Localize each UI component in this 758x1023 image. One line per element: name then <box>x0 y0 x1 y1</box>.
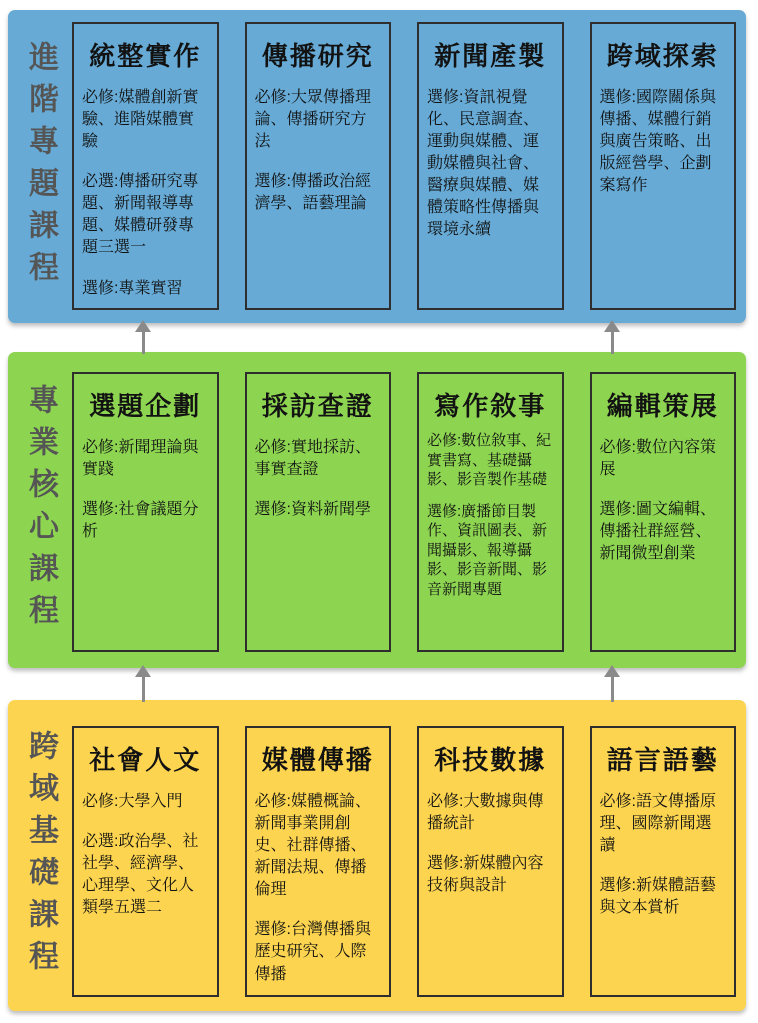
card-paragraph: 選修:傳播政治經濟學、語藝理論 <box>254 173 371 213</box>
up-arrow <box>604 665 620 702</box>
band-label-text: 跨域基礎課程 <box>24 729 57 982</box>
up-arrow <box>135 320 151 354</box>
card-paragraph: 選修:台灣傳播與歷史研究、人際傳播 <box>254 921 371 983</box>
card-paragraph: 必修:媒體創新實驗、進階媒體實驗 <box>82 89 199 151</box>
band-label-advanced <box>8 10 72 323</box>
card-cross-domain-exploration <box>590 22 737 310</box>
card-integrated-practice <box>72 22 219 310</box>
card-society-humanities <box>72 726 219 997</box>
card-writing-narrative <box>417 372 564 652</box>
arrow-head-icon <box>604 665 620 677</box>
arrow-head-icon <box>135 320 151 332</box>
card-paragraph: 選修:新媒體內容技術與設計 <box>427 855 544 895</box>
card-paragraph: 選修:圖文編輯、傳播社群經營、新聞微型創業 <box>599 501 716 563</box>
card-title: 社會人文 <box>89 745 202 775</box>
arrow-stem <box>142 332 145 354</box>
card-paragraph: 必修:新聞理論與實踐 <box>82 439 199 479</box>
band-foundation <box>8 700 746 1011</box>
band-core-cards <box>72 352 746 668</box>
card-paragraph: 選修:資料新聞學 <box>254 501 371 519</box>
card-paragraph: 必修:語文傳播原理、國際新聞選讀 <box>599 793 716 855</box>
up-arrow <box>135 665 151 702</box>
card-paragraph: 選修:社會議題分析 <box>82 501 199 541</box>
card-paragraph: 必修:大數據與傳播統計 <box>427 793 544 833</box>
card-editing-curation <box>590 372 737 652</box>
card-title: 跨域探索 <box>606 41 719 71</box>
card-paragraph: 選修:廣播節目製作、資訊圖表、新聞攝影、報導攝影、影音新聞、影音新聞專題 <box>427 502 548 598</box>
band-label-core <box>8 352 72 668</box>
card-title: 選題企劃 <box>89 391 202 421</box>
card-paragraph: 選修:國際關係與傳播、媒體行銷與廣告策略、出版經營學、企劃案寫作 <box>599 89 716 195</box>
arrow-stem <box>611 332 614 354</box>
card-technology-data <box>417 726 564 997</box>
up-arrow <box>604 320 620 354</box>
card-title: 寫作敘事 <box>434 391 547 421</box>
arrow-stem <box>611 677 614 702</box>
band-label-foundation <box>8 700 72 1011</box>
card-paragraph: 必修:大學入門 <box>82 793 183 810</box>
card-communication-research <box>245 22 392 310</box>
card-title: 傳播研究 <box>261 41 374 71</box>
card-paragraph: 必選:政治學、社社學、經濟學、心理學、文化人類學五選二 <box>82 833 199 917</box>
card-title: 科技數據 <box>434 745 547 775</box>
arrow-head-icon <box>604 320 620 332</box>
card-title: 語言語藝 <box>606 745 719 775</box>
card-title: 統整實作 <box>89 41 202 71</box>
card-title: 媒體傳播 <box>261 745 374 775</box>
band-label-text: 進階專題課程 <box>24 40 57 293</box>
card-paragraph: 選修:資訊視覺化、民意調查、運動與媒體、運動媒體與社會、醫療與媒體、媒體策略性傳播與環境永續 <box>427 89 540 239</box>
card-paragraph: 選修:專業實習 <box>82 279 183 297</box>
card-language-rhetoric <box>590 726 737 997</box>
band-core <box>8 352 746 668</box>
arrow-stem <box>142 677 145 702</box>
band-foundation-cards <box>72 700 746 1011</box>
card-reporting-verification <box>245 372 392 652</box>
band-advanced <box>8 10 746 323</box>
band-label-text: 專業核心課程 <box>24 384 57 636</box>
card-title: 編輯策展 <box>606 391 719 421</box>
card-media-communication <box>245 726 392 997</box>
card-paragraph: 必修:數位內容策展 <box>599 439 716 479</box>
card-paragraph: 必修:媒體概論、新聞事業開創史、社群傳播、新聞法規、傳播倫理 <box>254 793 371 899</box>
card-paragraph: 必修:實地採訪、事實查證 <box>254 439 371 479</box>
card-news-production <box>417 22 564 310</box>
band-advanced-cards <box>72 10 746 323</box>
card-paragraph: 必選:傳播研究專題、新聞報導專題、媒體研發專題三選一 <box>82 173 199 257</box>
card-topic-planning <box>72 372 219 652</box>
card-paragraph: 必修:數位敘事、紀實書寫、基礎攝影、影音製作基礎 <box>427 432 552 488</box>
card-paragraph: 必修:大眾傳播理論、傳播研究方法 <box>254 89 371 151</box>
card-paragraph: 選修:新媒體語藝與文本賞析 <box>599 877 716 917</box>
card-title: 新聞產製 <box>434 41 547 71</box>
card-title: 採訪查證 <box>261 391 374 421</box>
arrow-head-icon <box>135 665 151 677</box>
